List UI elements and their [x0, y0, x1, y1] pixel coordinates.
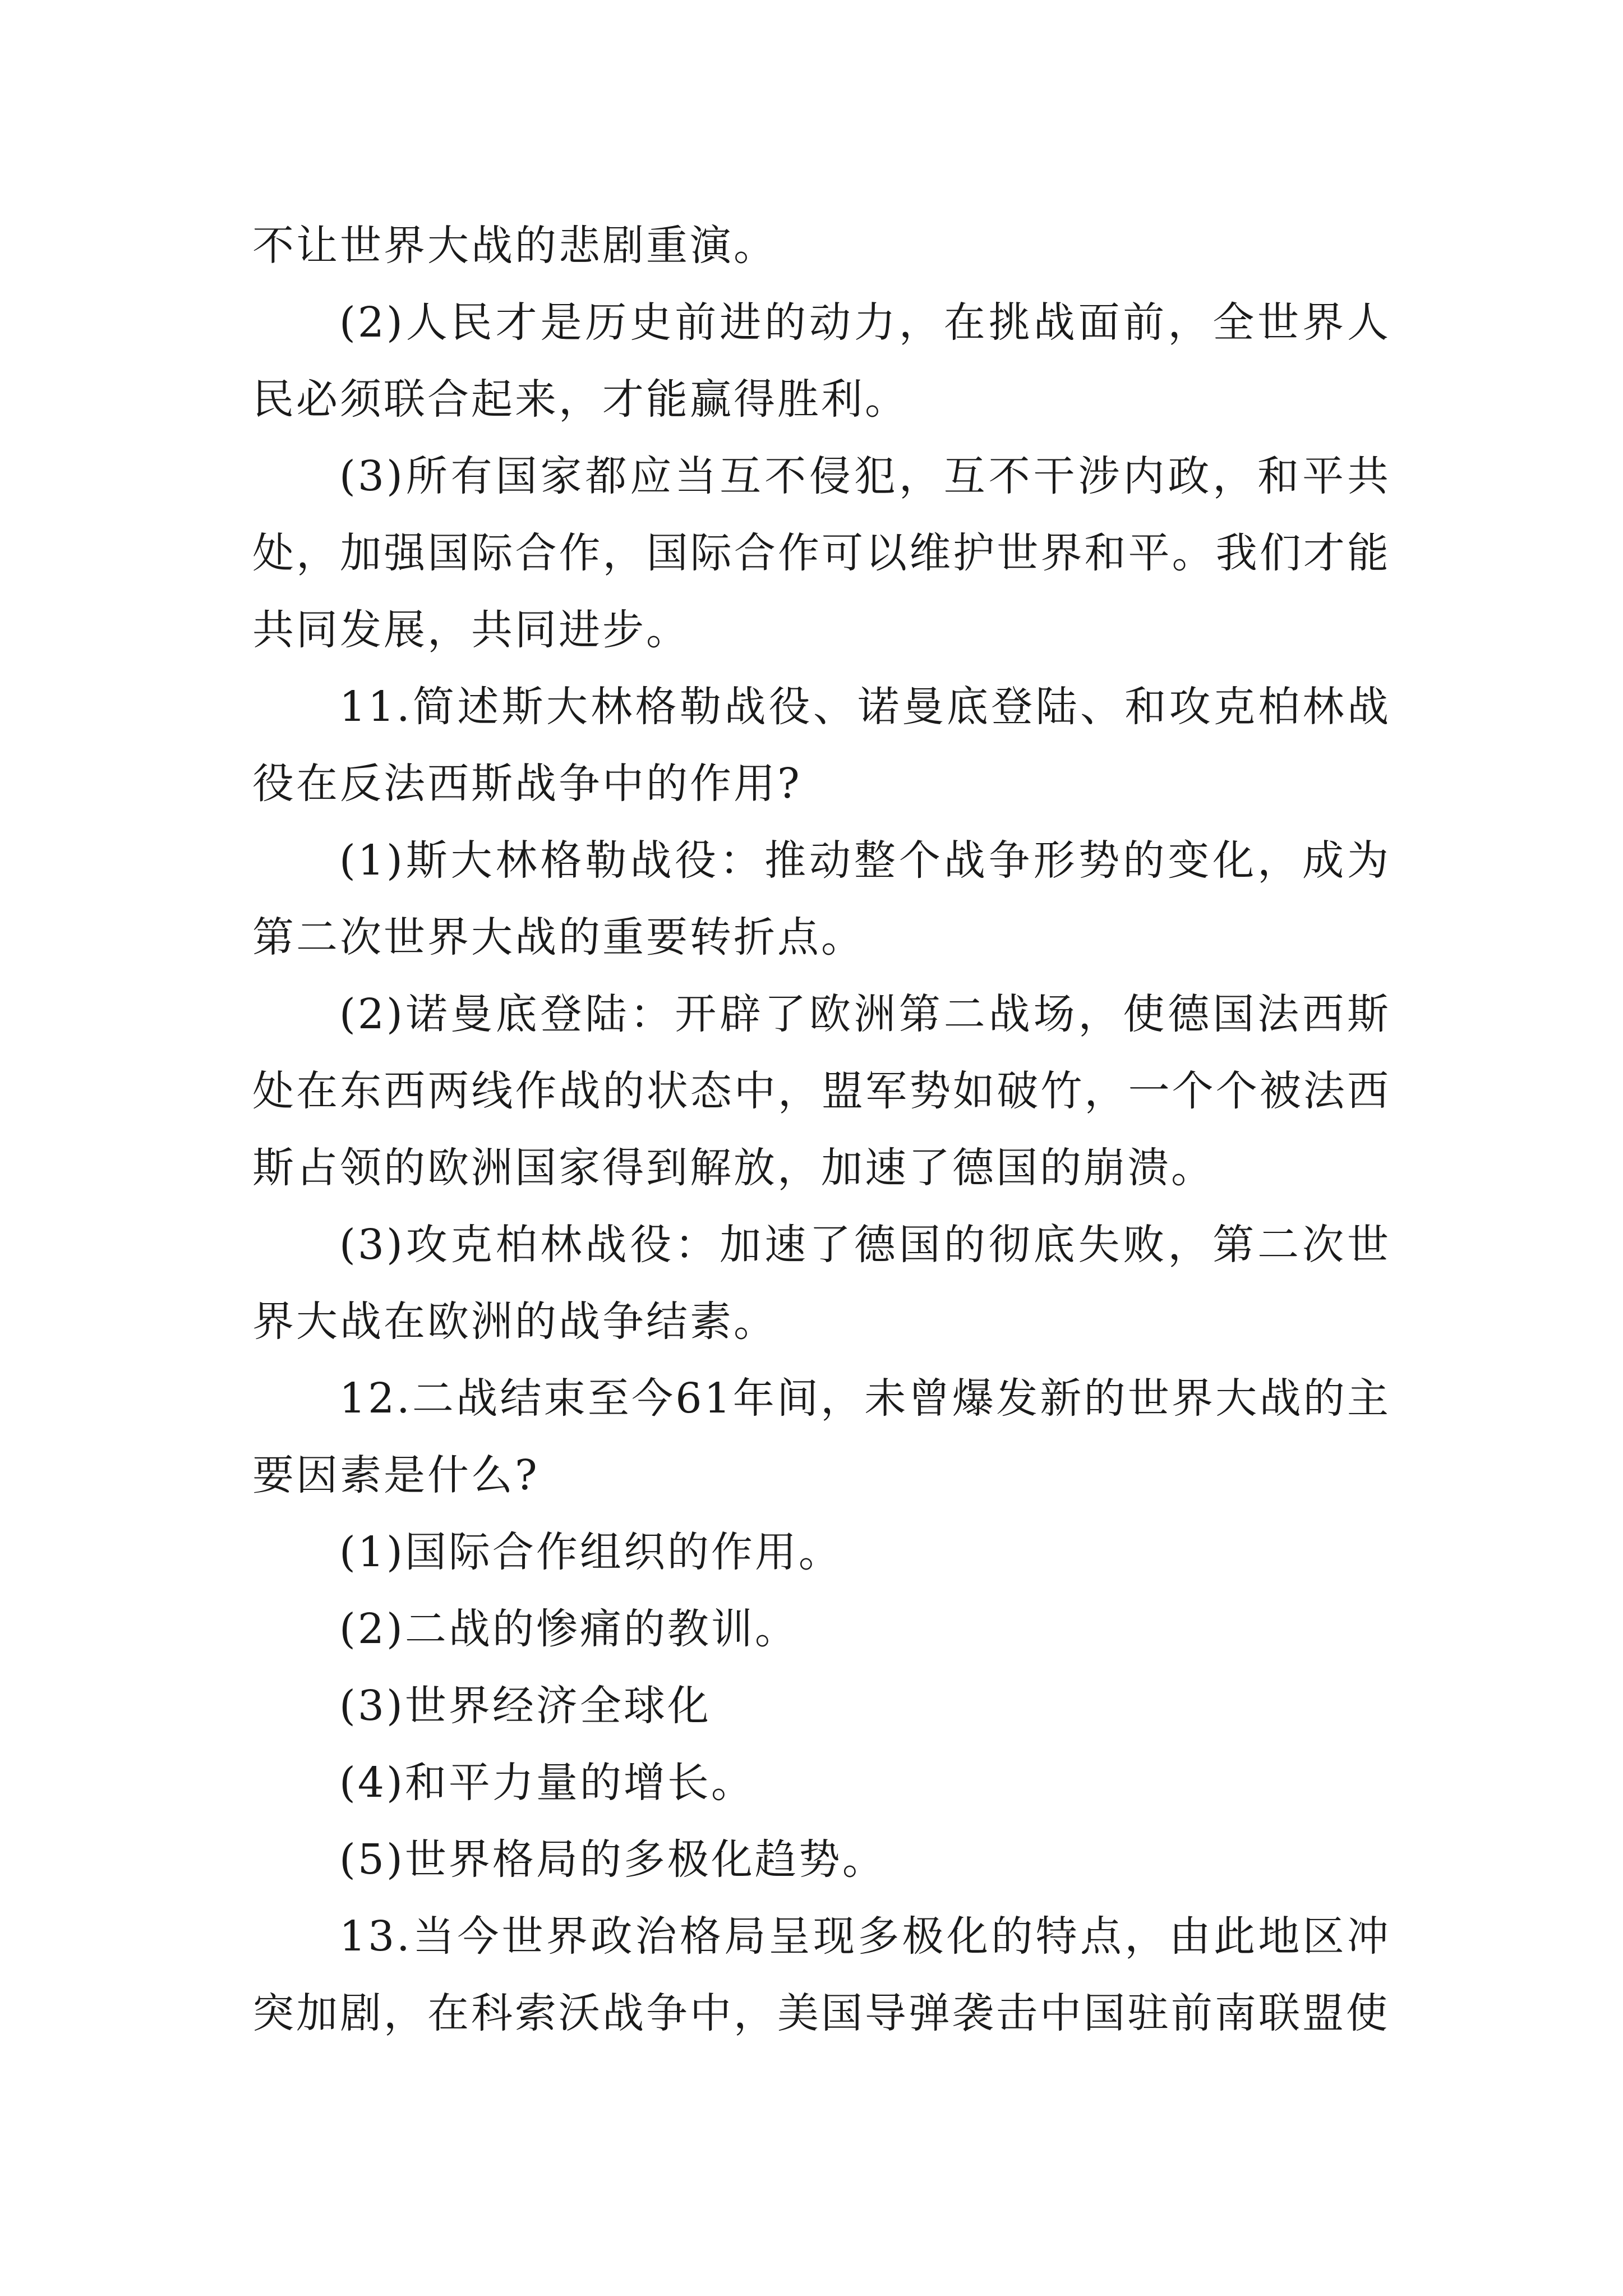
answer-12-point-2: (2)二战的惨痛的教训。 — [339, 1605, 799, 1653]
question-12: 12.二战结束至今61年间，未曾爆发新的世界大战的主要因素是什么? — [252, 1374, 1391, 1499]
answer-12-point-5: (5)世界格局的多极化趋势。 — [339, 1835, 886, 1884]
answer-11-point-2: (2)诺曼底登陆：开辟了欧洲第二战场，使德国法西斯处在东西两线作战的状态中，盟军势如破竹，一个个被法西斯占领的欧洲国家得到解放，加速了德国的崩溃。 — [252, 990, 1391, 1192]
answer-12-point-1: (1)国际合作组织的作用。 — [339, 1528, 842, 1576]
paragraph-continuation: 不让世界大战的悲剧重演。 — [252, 222, 777, 270]
answer-12-point-3: (3)世界经济全球化 — [339, 1682, 711, 1730]
question-13: 13.当今世界政治格局呈现多极化的特点，由此地区冲突加剧，在科索沃战争中，美国导弹袭击中国驻前南联盟使 — [252, 1912, 1391, 2037]
paragraph-point-2: (2)人民才是历史前进的动力，在挑战面前，全世界人民必须联合起来，才能赢得胜利。 — [252, 298, 1391, 424]
answer-11-point-3: (3)攻克柏林战役：加速了德国的彻底失败，第二次世界大战在欧洲的战争结素。 — [252, 1221, 1391, 1346]
question-11: 11.简述斯大林格勒战役、诺曼底登陆、和攻克柏林战役在反法西斯战争中的作用? — [252, 683, 1391, 808]
document-page — [252, 208, 1391, 2052]
paragraph-point-3: (3)所有国家都应当互不侵犯，互不干涉内政，和平共处，加强国际合作，国际合作可以维护世界和平。我们才能共同发展，共同进步。 — [252, 452, 1391, 654]
answer-11-point-1: (1)斯大林格勒战役：推动整个战争形势的变化，成为第二次世界大战的重要转折点。 — [252, 836, 1391, 961]
answer-12-point-4: (4)和平力量的增长。 — [339, 1759, 755, 1807]
